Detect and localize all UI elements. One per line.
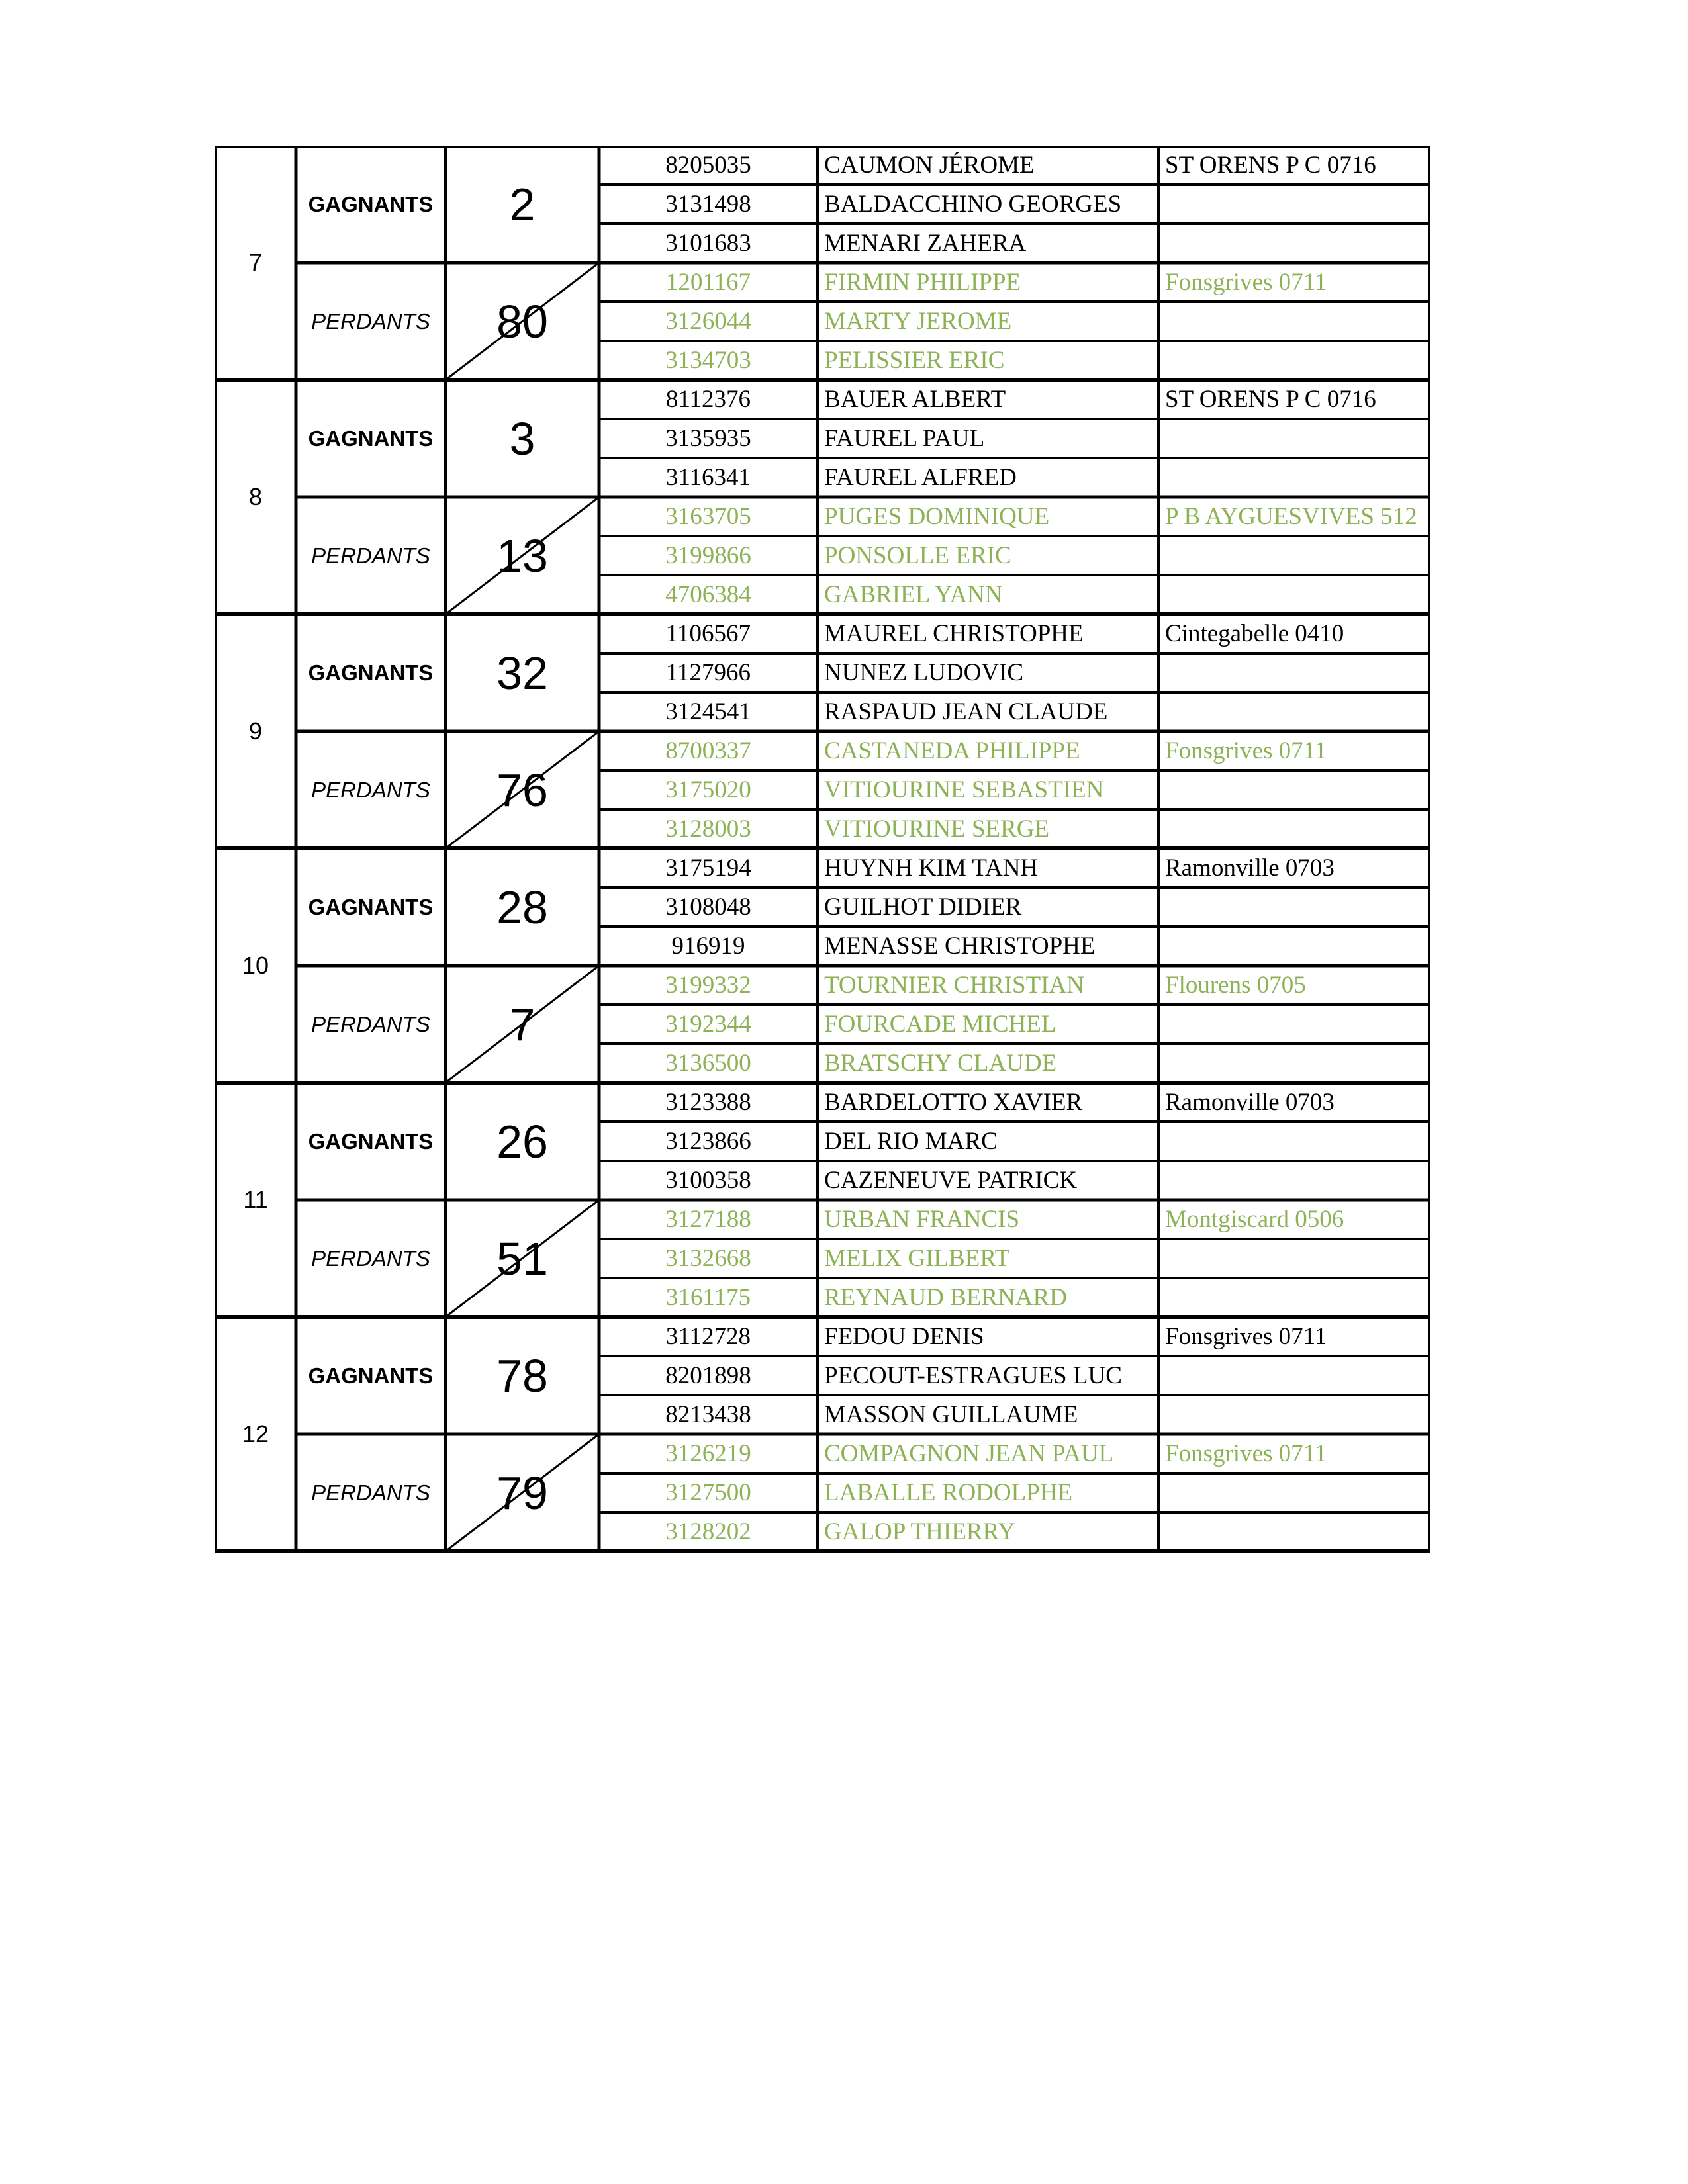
- player-name: FEDOU DENIS: [824, 1323, 984, 1350]
- player-name: MENARI ZAHERA: [824, 230, 1027, 257]
- player-club: [1158, 1005, 1430, 1044]
- player-name: TOURNIER CHRISTIAN: [824, 972, 1084, 999]
- winners-label: GAGNANTS: [308, 1363, 434, 1388]
- player-club: [1158, 653, 1430, 692]
- player-name: VITIOURINE SEBASTIEN: [824, 776, 1104, 803]
- player-license: 3108048: [665, 893, 751, 921]
- results-sheet: [215, 146, 1430, 1562]
- player-name: DEL RIO MARC: [824, 1128, 998, 1155]
- player-name: PELISSIER ERIC: [824, 347, 1005, 374]
- player-club: [1158, 575, 1430, 614]
- player-license: 8213438: [665, 1401, 751, 1428]
- losers-label: PERDANTS: [311, 543, 430, 568]
- player-license: 3175194: [665, 854, 751, 882]
- player-license: 3134703: [665, 347, 751, 374]
- player-license: 8201898: [665, 1362, 751, 1389]
- player-club: P B AYGUESVIVES 512: [1165, 503, 1417, 530]
- player-name: FAUREL PAUL: [824, 425, 985, 452]
- player-license: 3131498: [665, 191, 751, 218]
- player-club: [1158, 224, 1430, 263]
- losers-score: 13: [496, 529, 548, 582]
- player-name: FOURCADE MICHEL: [824, 1011, 1056, 1038]
- player-license: 3112728: [665, 1323, 751, 1350]
- match-number: 8: [248, 483, 263, 510]
- player-club: [1158, 536, 1430, 575]
- player-club: [1158, 1239, 1430, 1278]
- player-club: Fonsgrives 0711: [1165, 1440, 1327, 1467]
- player-club: [1158, 1356, 1430, 1395]
- player-club: Fonsgrives 0711: [1165, 737, 1327, 764]
- player-license: 3163705: [665, 503, 751, 530]
- losers-label: PERDANTS: [311, 1011, 430, 1036]
- player-name: BRATSCHY CLAUDE: [824, 1050, 1057, 1077]
- player-license: 4706384: [665, 581, 751, 608]
- player-club: Fonsgrives 0711: [1165, 269, 1327, 296]
- player-license: 3126044: [665, 308, 751, 335]
- player-name: MELIX GILBERT: [824, 1245, 1010, 1272]
- player-license: 3175020: [665, 776, 751, 803]
- player-club: [1158, 458, 1430, 497]
- match-number: 7: [248, 249, 263, 276]
- player-license: 8700337: [665, 737, 751, 764]
- player-license: 3126219: [665, 1440, 751, 1467]
- player-license: 3124541: [665, 698, 751, 725]
- winners-score: 26: [496, 1115, 548, 1167]
- player-license: 916919: [671, 933, 745, 960]
- match-number: 12: [242, 1420, 269, 1447]
- player-license: 3123388: [665, 1089, 751, 1116]
- player-name: URBAN FRANCIS: [824, 1206, 1020, 1233]
- player-club: [1158, 1473, 1430, 1512]
- player-club: Cintegabelle 0410: [1165, 620, 1344, 647]
- player-name: PECOUT-ESTRAGUES LUC: [824, 1362, 1122, 1389]
- player-license: 3199332: [665, 972, 751, 999]
- player-club: Ramonville 0703: [1165, 1089, 1335, 1116]
- match-number: 10: [242, 952, 269, 979]
- player-license: 3136500: [665, 1050, 751, 1077]
- player-club: Montgiscard 0506: [1165, 1206, 1344, 1233]
- player-club: [1158, 1122, 1430, 1161]
- winners-label: GAGNANTS: [308, 191, 434, 216]
- player-license: 3128003: [665, 815, 751, 842]
- losers-score: 51: [496, 1232, 548, 1285]
- player-license: 3199866: [665, 542, 751, 569]
- player-name: REYNAUD BERNARD: [824, 1284, 1067, 1311]
- player-license: 8112376: [665, 386, 751, 413]
- player-club: [1158, 692, 1430, 731]
- player-club: [1158, 770, 1430, 809]
- player-name: MASSON GUILLAUME: [824, 1401, 1078, 1428]
- player-name: CASTANEDA PHILIPPE: [824, 737, 1080, 764]
- player-name: RASPAUD JEAN CLAUDE: [824, 698, 1108, 725]
- player-club: [1158, 1395, 1430, 1434]
- player-club: [1158, 302, 1430, 341]
- winners-score: 2: [509, 178, 536, 230]
- player-license: 3128202: [665, 1518, 751, 1545]
- player-license: 1201167: [665, 269, 751, 296]
- player-name: NUNEZ LUDOVIC: [824, 659, 1024, 686]
- player-club: ST ORENS P C 0716: [1165, 152, 1376, 179]
- player-license: 1106567: [665, 620, 751, 647]
- player-club: [1158, 1044, 1430, 1083]
- losers-label: PERDANTS: [311, 308, 430, 334]
- player-name: GABRIEL YANN: [824, 581, 1003, 608]
- losers-score: 79: [496, 1467, 548, 1519]
- player-license: 3132668: [665, 1245, 751, 1272]
- player-club: ST ORENS P C 0716: [1165, 386, 1376, 413]
- player-license: 3101683: [665, 230, 751, 257]
- winners-score: 78: [496, 1349, 548, 1402]
- player-club: [1158, 1278, 1430, 1317]
- player-name: GALOP THIERRY: [824, 1518, 1015, 1545]
- player-club: Fonsgrives 0711: [1165, 1323, 1327, 1350]
- player-license: 1127966: [665, 659, 751, 686]
- player-club: [1158, 1161, 1430, 1200]
- losers-score: 80: [496, 295, 548, 347]
- player-name: CAZENEUVE PATRICK: [824, 1167, 1078, 1194]
- player-club: [1158, 927, 1430, 966]
- player-license: 3127188: [665, 1206, 751, 1233]
- player-name: MARTY JEROME: [824, 308, 1012, 335]
- player-license: 3135935: [665, 425, 751, 452]
- winners-label: GAGNANTS: [308, 894, 434, 919]
- player-license: 3127500: [665, 1479, 751, 1506]
- winners-score: 32: [496, 647, 548, 699]
- player-club: Flourens 0705: [1165, 972, 1306, 999]
- player-name: CAUMON JÉROME: [824, 152, 1035, 179]
- player-club: [1158, 419, 1430, 458]
- losers-label: PERDANTS: [311, 1246, 430, 1271]
- player-club: [1158, 185, 1430, 224]
- losers-label: PERDANTS: [311, 777, 430, 802]
- player-license: 3123866: [665, 1128, 751, 1155]
- player-name: HUYNH KIM TANH: [824, 854, 1039, 882]
- player-name: PUGES DOMINIQUE: [824, 503, 1050, 530]
- player-name: GUILHOT DIDIER: [824, 893, 1022, 921]
- winners-score: 28: [496, 881, 548, 933]
- winners-label: GAGNANTS: [308, 426, 434, 451]
- player-name: VITIOURINE SERGE: [824, 815, 1050, 842]
- losers-score: 7: [509, 998, 536, 1050]
- player-name: MENASSE CHRISTOPHE: [824, 933, 1096, 960]
- player-club: [1158, 1512, 1430, 1551]
- player-club: [1158, 887, 1430, 927]
- player-license: 8205035: [665, 152, 751, 179]
- match-number: 9: [248, 717, 263, 745]
- winners-score: 3: [509, 412, 536, 465]
- player-club: [1158, 341, 1430, 380]
- winners-label: GAGNANTS: [308, 660, 434, 685]
- player-name: BAUER ALBERT: [824, 386, 1006, 413]
- losers-label: PERDANTS: [311, 1480, 430, 1505]
- match-number: 11: [243, 1186, 268, 1213]
- player-club: [1158, 809, 1430, 848]
- player-name: MAUREL CHRISTOPHE: [824, 620, 1084, 647]
- player-license: 3116341: [665, 464, 751, 491]
- player-license: 3100358: [665, 1167, 751, 1194]
- player-club: Ramonville 0703: [1165, 854, 1335, 882]
- player-license: 3192344: [665, 1011, 751, 1038]
- player-name: FAUREL ALFRED: [824, 464, 1017, 491]
- player-name: PONSOLLE ERIC: [824, 542, 1011, 569]
- player-name: LABALLE RODOLPHE: [824, 1479, 1073, 1506]
- winners-label: GAGNANTS: [308, 1128, 434, 1154]
- player-name: FIRMIN PHILIPPE: [824, 269, 1021, 296]
- player-name: BARDELOTTO XAVIER: [824, 1089, 1083, 1116]
- player-license: 3161175: [665, 1284, 751, 1311]
- player-name: BALDACCHINO GEORGES: [824, 191, 1122, 218]
- player-name: COMPAGNON JEAN PAUL: [824, 1440, 1114, 1467]
- losers-score: 76: [496, 764, 548, 816]
